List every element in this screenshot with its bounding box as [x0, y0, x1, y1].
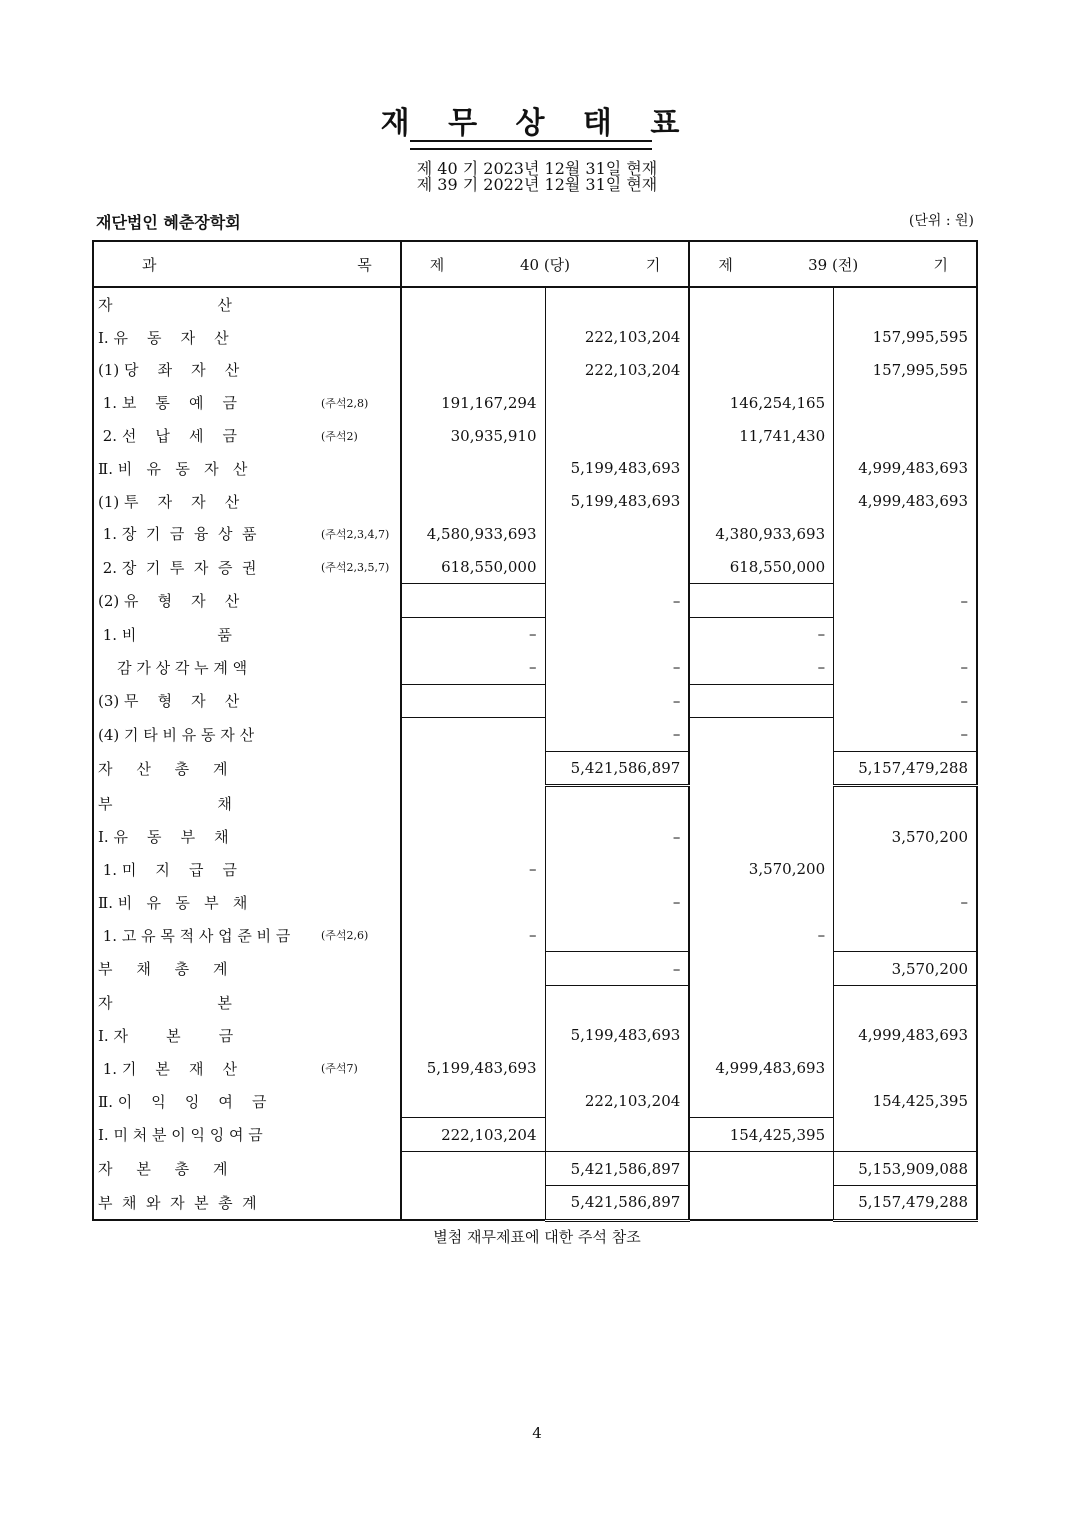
- account-label: Ⅰ. 유 동 자 산: [98, 328, 229, 347]
- page-number: 4: [532, 1424, 542, 1442]
- amount-cell: 222,103,204: [545, 1085, 689, 1118]
- amount-cell: 157,995,595: [834, 354, 977, 387]
- account-cell: [93, 321, 401, 354]
- amount-cell: 30,935,910: [401, 419, 545, 452]
- amount-cell: [689, 684, 833, 718]
- amount-cell: [689, 986, 833, 1019]
- amount-cell: 4,999,483,693: [834, 1019, 977, 1052]
- account-label: 2. 선 납 세 금: [98, 427, 238, 446]
- amount-cell: 5,199,483,693: [545, 1019, 689, 1052]
- account-label: 1. 보 통 예 금: [98, 394, 238, 413]
- table-row: [93, 386, 977, 419]
- amount-cell: [401, 1186, 545, 1221]
- note-ref: (주석7): [321, 1062, 358, 1076]
- account-label: (2) 유 형 자 산: [98, 592, 240, 611]
- table-row: [93, 1118, 977, 1152]
- amount-cell: 5,421,586,897: [545, 1186, 689, 1221]
- amount-cell: [689, 287, 833, 321]
- table-header-row: [93, 241, 977, 287]
- account-label: 2. 장 기 투 자 증 권: [98, 558, 257, 577]
- amount-cell: 222,103,204: [545, 321, 689, 354]
- account-cell: [93, 684, 401, 718]
- amount-cell: [689, 354, 833, 387]
- amount-cell: [689, 485, 833, 518]
- unit-label: (단위 : 원): [908, 213, 974, 229]
- amount-cell: [545, 386, 689, 419]
- table-row: [93, 419, 977, 452]
- amount-cell: –: [834, 584, 977, 618]
- amount-cell: –: [689, 919, 833, 952]
- header-current-period: [401, 241, 690, 287]
- account-label: 자 산 총 계: [98, 760, 228, 779]
- amount-cell: 5,421,586,897: [545, 751, 689, 786]
- table-row: [93, 684, 977, 718]
- table-row: [93, 751, 977, 786]
- account-cell: [93, 952, 401, 986]
- amount-cell: [834, 853, 977, 886]
- amount-cell: [401, 1152, 545, 1186]
- table-row: [93, 1152, 977, 1186]
- amount-cell: 157,995,595: [834, 321, 977, 354]
- account-cell: [93, 919, 401, 952]
- amount-cell: [834, 386, 977, 419]
- amount-cell: –: [834, 651, 977, 684]
- amount-cell: 618,550,000: [401, 550, 545, 583]
- amount-cell: –: [401, 617, 545, 650]
- account-cell: [93, 1118, 401, 1152]
- amount-cell: 4,999,483,693: [689, 1052, 833, 1085]
- table-row: [93, 1186, 977, 1221]
- amount-cell: [834, 786, 977, 820]
- table-row: [93, 1052, 977, 1085]
- account-cell: [93, 718, 401, 751]
- header-current-mid: 40 (당): [519, 255, 571, 274]
- table-row: [93, 853, 977, 886]
- account-label: Ⅰ. 유 동 부 채: [98, 828, 229, 847]
- table-row: [93, 518, 977, 551]
- header-previous-period: [689, 241, 977, 287]
- amount-cell: 5,199,483,693: [545, 485, 689, 518]
- amount-cell: [545, 518, 689, 551]
- amount-cell: –: [401, 651, 545, 684]
- account-cell: [93, 386, 401, 419]
- amount-cell: 618,550,000: [689, 550, 833, 583]
- title-double-underline: [410, 140, 652, 150]
- amount-cell: 3,570,200: [834, 820, 977, 853]
- amount-cell: 154,425,395: [689, 1118, 833, 1152]
- amount-cell: [834, 518, 977, 551]
- table-row: [93, 651, 977, 684]
- account-label: Ⅰ. 미 처 분 이 익 잉 여 금: [98, 1126, 263, 1145]
- account-label: 자 산: [98, 295, 232, 314]
- account-cell: [93, 1019, 401, 1052]
- note-ref: (주석2): [321, 429, 358, 443]
- header-current-right: 기: [645, 255, 661, 274]
- amount-cell: [545, 419, 689, 452]
- amount-cell: [834, 287, 977, 321]
- amount-cell: –: [834, 718, 977, 751]
- amount-cell: [834, 1118, 977, 1152]
- amount-cell: –: [545, 952, 689, 986]
- amount-cell: 3,570,200: [689, 853, 833, 886]
- account-label: 1. 장 기 금 융 상 품: [98, 525, 257, 544]
- amount-cell: [689, 1186, 833, 1221]
- amount-cell: [834, 419, 977, 452]
- account-cell: [93, 584, 401, 618]
- account-cell: [93, 452, 401, 485]
- table-row: [93, 718, 977, 751]
- table-row: [93, 820, 977, 853]
- account-label: 부 채 와 자 본 총 계: [98, 1193, 257, 1212]
- amount-cell: [545, 617, 689, 650]
- account-label: (3) 무 형 자 산: [98, 692, 240, 711]
- amount-cell: [545, 1118, 689, 1152]
- header-account-left: 과: [142, 255, 157, 274]
- account-label: (1) 당 좌 자 산: [98, 361, 240, 380]
- account-cell: [93, 485, 401, 518]
- account-label: (1) 투 자 자 산: [98, 492, 240, 511]
- amount-cell: 5,157,479,288: [834, 751, 977, 786]
- account-label: 1. 미 지 급 금: [98, 860, 238, 879]
- account-label: 감 가 상 각 누 계 액: [98, 658, 248, 677]
- amount-cell: 11,741,430: [689, 419, 833, 452]
- note-ref: (주석2,6): [321, 929, 369, 943]
- account-cell: [93, 354, 401, 387]
- table-row: [93, 886, 977, 919]
- account-label: 1. 비 품: [98, 625, 232, 644]
- account-cell: [93, 617, 401, 650]
- account-cell: [93, 853, 401, 886]
- table-row: [93, 919, 977, 952]
- amount-cell: [545, 1052, 689, 1085]
- amount-cell: –: [401, 919, 545, 952]
- table-row: [93, 786, 977, 820]
- amount-cell: [401, 321, 545, 354]
- table-row: [93, 452, 977, 485]
- amount-cell: [401, 886, 545, 919]
- balance-sheet-table: [92, 240, 978, 1222]
- amount-cell: [834, 986, 977, 1019]
- amount-cell: [689, 751, 833, 786]
- header-previous-mid: 39 (전): [808, 255, 859, 274]
- table-row: [93, 584, 977, 618]
- account-cell: [93, 1152, 401, 1186]
- account-label: Ⅱ. 비 유 동 부 채: [98, 893, 248, 912]
- amount-cell: [545, 550, 689, 583]
- amount-cell: [834, 550, 977, 583]
- amount-cell: –: [545, 820, 689, 853]
- amount-cell: [689, 452, 833, 485]
- table-row: [93, 986, 977, 1019]
- amount-cell: [401, 718, 545, 751]
- amount-cell: [545, 919, 689, 952]
- amount-cell: 4,999,483,693: [834, 452, 977, 485]
- account-cell: [93, 518, 401, 551]
- amount-cell: 5,157,479,288: [834, 1186, 977, 1221]
- account-cell: [93, 886, 401, 919]
- amount-cell: [689, 1019, 833, 1052]
- table-row: [93, 617, 977, 650]
- amount-cell: –: [834, 684, 977, 718]
- amount-cell: [401, 584, 545, 618]
- footnote: 별첨 재무제표에 대한 주석 참조: [433, 1228, 641, 1246]
- account-label: 1. 고 유 목 적 사 업 준 비 금: [98, 926, 291, 945]
- amount-cell: –: [401, 853, 545, 886]
- amount-cell: [689, 786, 833, 820]
- amount-cell: [689, 1085, 833, 1118]
- account-label: Ⅰ. 자 본 금: [98, 1026, 234, 1045]
- account-cell: [93, 786, 401, 820]
- header-current-left: 제: [429, 255, 445, 274]
- amount-cell: [689, 886, 833, 919]
- account-cell: [93, 1052, 401, 1085]
- amount-cell: 222,103,204: [401, 1118, 545, 1152]
- amount-cell: [401, 952, 545, 986]
- account-label: (4) 기 타 비 유 동 자 산: [98, 726, 255, 744]
- amount-cell: –: [545, 718, 689, 751]
- amount-cell: [401, 452, 545, 485]
- amount-cell: 4,580,933,693: [401, 518, 545, 551]
- table-row: [93, 1085, 977, 1118]
- amount-cell: [401, 1085, 545, 1118]
- amount-cell: [401, 684, 545, 718]
- table-row: [93, 1019, 977, 1052]
- amount-cell: –: [545, 584, 689, 618]
- account-cell: [93, 651, 401, 684]
- header-previous-right: 기: [933, 255, 948, 274]
- amount-cell: [545, 853, 689, 886]
- amount-cell: 5,153,909,088: [834, 1152, 977, 1186]
- period-previous: 제 39 기 2022년 12월 31일 현재: [416, 175, 658, 194]
- amount-cell: [834, 1052, 977, 1085]
- table-row: [93, 952, 977, 986]
- amount-cell: 222,103,204: [545, 354, 689, 387]
- amount-cell: –: [689, 617, 833, 650]
- amount-cell: [401, 485, 545, 518]
- account-cell: [93, 1186, 401, 1221]
- page-title: 재 무 상 태 표: [380, 106, 694, 141]
- amount-cell: [689, 820, 833, 853]
- amount-cell: [689, 584, 833, 618]
- table-row: [93, 287, 977, 321]
- amount-cell: [689, 321, 833, 354]
- amount-cell: 154,425,395: [834, 1085, 977, 1118]
- account-label: 자 본: [98, 993, 232, 1012]
- company-name: 재단법인 혜춘장학회: [96, 213, 241, 232]
- amount-cell: [834, 617, 977, 650]
- account-cell: [93, 1085, 401, 1118]
- amount-cell: [401, 986, 545, 1019]
- account-cell: [93, 986, 401, 1019]
- amount-cell: 191,167,294: [401, 386, 545, 419]
- amount-cell: –: [689, 651, 833, 684]
- amount-cell: 5,421,586,897: [545, 1152, 689, 1186]
- account-cell: [93, 820, 401, 853]
- amount-cell: 4,380,933,693: [689, 518, 833, 551]
- header-account: [93, 241, 401, 287]
- amount-cell: [545, 986, 689, 1019]
- account-label: Ⅱ. 이 익 잉 여 금: [98, 1092, 267, 1111]
- amount-cell: –: [545, 651, 689, 684]
- amount-cell: [401, 751, 545, 786]
- account-label: 부 채: [98, 794, 232, 813]
- table-row: [93, 485, 977, 518]
- amount-cell: [689, 718, 833, 751]
- amount-cell: [689, 1152, 833, 1186]
- amount-cell: –: [834, 886, 977, 919]
- amount-cell: 5,199,483,693: [545, 452, 689, 485]
- amount-cell: [401, 1019, 545, 1052]
- amount-cell: [545, 287, 689, 321]
- amount-cell: –: [545, 886, 689, 919]
- amount-cell: [401, 354, 545, 387]
- header-account-right: 목: [357, 255, 372, 274]
- account-label: 부 채 총 계: [98, 960, 228, 979]
- amount-cell: –: [545, 684, 689, 718]
- amount-cell: 3,570,200: [834, 952, 977, 986]
- note-ref: (주석2,3,4,7): [321, 527, 390, 541]
- table-body: [93, 287, 977, 1220]
- amount-cell: [401, 786, 545, 820]
- account-cell: [93, 287, 401, 321]
- note-ref: (주석2,3,5,7): [321, 561, 390, 575]
- amount-cell: 4,999,483,693: [834, 485, 977, 518]
- amount-cell: [689, 952, 833, 986]
- period-current: 제 40 기 2023년 12월 31일 현재: [416, 159, 658, 178]
- amount-cell: [834, 919, 977, 952]
- amount-cell: 5,199,483,693: [401, 1052, 545, 1085]
- account-cell: [93, 751, 401, 786]
- account-label: 자 본 총 계: [98, 1160, 228, 1179]
- header-previous-left: 제: [718, 255, 733, 274]
- account-cell: [93, 419, 401, 452]
- table-row: [93, 354, 977, 387]
- amount-cell: [401, 287, 545, 321]
- amount-cell: [401, 820, 545, 853]
- note-ref: (주석2,8): [321, 396, 369, 410]
- account-label: 1. 기 본 재 산: [98, 1059, 238, 1078]
- amount-cell: 146,254,165: [689, 386, 833, 419]
- table-row: [93, 550, 977, 583]
- table-row: [93, 321, 977, 354]
- amount-cell: [545, 786, 689, 820]
- account-label: Ⅱ. 비 유 동 자 산: [98, 459, 248, 478]
- account-cell: [93, 550, 401, 583]
